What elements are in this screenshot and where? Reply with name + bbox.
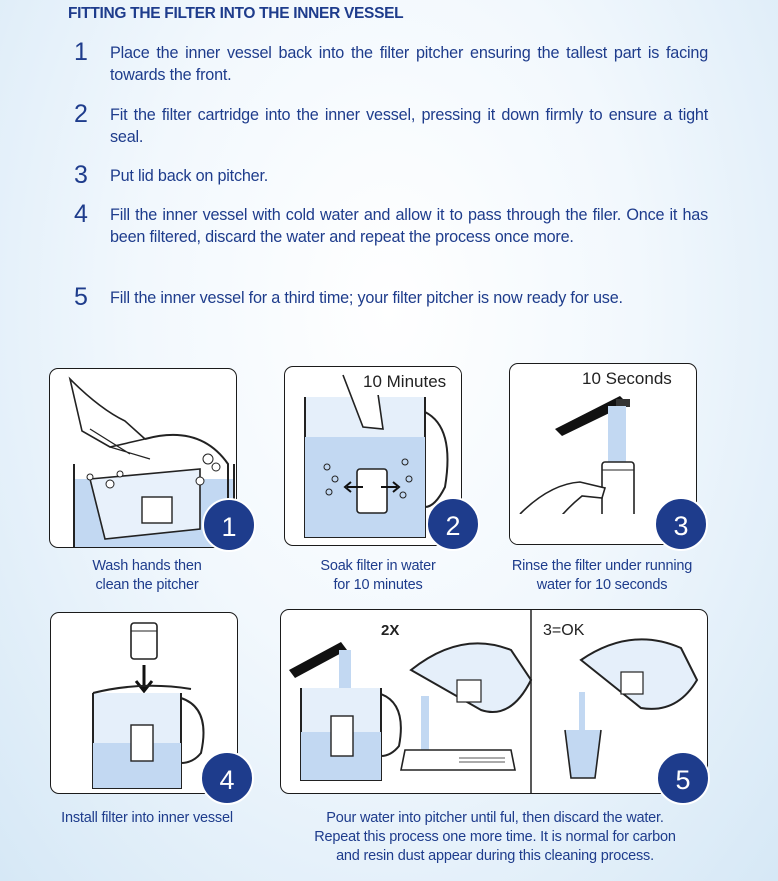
caption-pour-line2: Repeat this process one more time. It is normal for carbon [314,829,676,845]
caption-rinse-line1: Rinse the filter under running [511,558,693,574]
step-number: 1 [74,38,88,66]
step-badge-5: 5 [656,751,710,805]
caption-pour-line1: Pour water into pitcher until ful, then discard the water. [326,810,664,826]
repeat-count-label: 2X [381,622,400,639]
pour-water-illustration [281,610,707,793]
caption-install: Install filter into inner vessel [61,810,233,826]
caption-pour-line3: and resin dust appear during this cleaning process. [336,848,654,864]
caption-soak-line2: for 10 minutes [333,577,423,593]
page-title: FITTING THE FILTER INTO THE INNER VESSEL [68,5,404,22]
step-number: 5 [74,283,88,311]
step-text: Fill the inner vessel for a third time; your filter pitcher is now ready for use. [110,289,623,307]
step-badge-2: 2 [426,497,480,551]
step-5 [68,283,708,311]
step-number: 2 [74,100,88,128]
step-badge-3: 3 [654,497,708,551]
caption-soak-line1: Soak filter in water [320,558,436,574]
rinse-time-label: 10 Seconds [582,369,672,388]
soak-time-label: 10 Minutes [363,372,447,391]
panel-pour-water [280,609,708,794]
step-number: 4 [74,200,88,228]
step-3 [68,161,708,189]
step-4 [68,200,708,248]
caption-wash-line2: clean the pitcher [95,577,199,593]
step-badge-4: 4 [200,751,254,805]
step-2 [68,100,708,148]
step-text: Fit the filter cartridge into the inner vessel, pressing it down firmly to ensure a tight seal. [110,106,708,146]
step-text: Put lid back on pitcher. [110,167,269,185]
step-text: Place the inner vessel back into the filter pitcher ensuring the tallest part is facing towards the front. [110,44,708,84]
ready-count-label: 3=OK [543,622,585,639]
step-number: 3 [74,161,88,189]
caption-wash-line1: Wash hands then [92,558,202,574]
caption-rinse-line2: water for 10 seconds [536,577,668,593]
step-1 [68,38,708,86]
step-text: Fill the inner vessel with cold water and allow it to pass through the filer. Once it has been filtered, discard the water and repeat the process once more. [110,206,708,246]
step-badge-1: 1 [202,498,256,552]
